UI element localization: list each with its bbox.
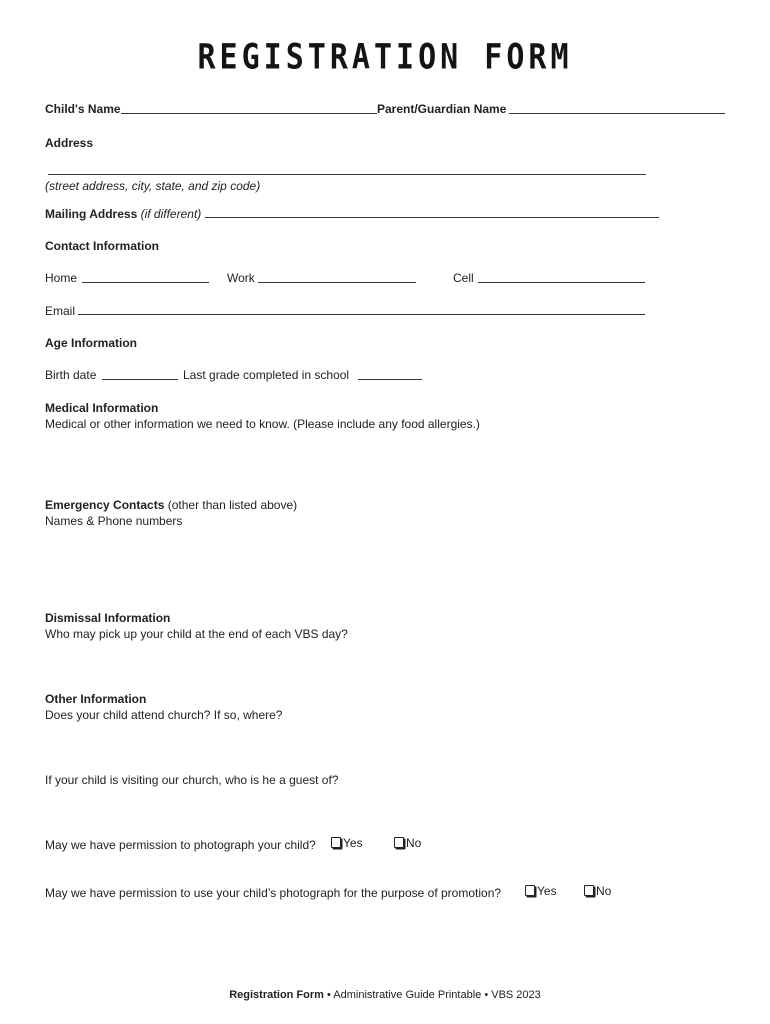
- promo-yes-option[interactable]: [525, 884, 557, 898]
- page-footer: [0, 989, 770, 1001]
- dismissal-text: Who may pick up your child at the end of each VBS day?: [45, 627, 348, 641]
- photo-question: May we have permission to photograph your child?: [45, 838, 316, 852]
- grade-label: Last grade completed in school: [183, 368, 350, 382]
- medical-text: Medical or other information we need to know. (Please include any food allergies.): [45, 417, 480, 431]
- mailing-address-label: [45, 207, 201, 221]
- grade-field[interactable]: [358, 379, 422, 380]
- birth-date-field[interactable]: [102, 379, 178, 380]
- contact-heading: Contact Information: [45, 239, 159, 253]
- checkbox-icon[interactable]: [394, 837, 404, 848]
- yes-label: Yes: [343, 836, 363, 850]
- no-label: No: [596, 884, 612, 898]
- work-phone-field[interactable]: [258, 282, 416, 283]
- home-label: Home: [45, 271, 78, 285]
- parent-name-label: Parent/Guardian Name: [377, 102, 507, 116]
- mailing-address-field[interactable]: [205, 217, 659, 218]
- promo-no-option[interactable]: [584, 884, 611, 898]
- address-label: Address: [45, 136, 94, 150]
- cell-phone-field[interactable]: [478, 282, 645, 283]
- parent-name-field[interactable]: [509, 113, 725, 114]
- checkbox-icon[interactable]: [525, 885, 535, 896]
- email-label: Email: [45, 304, 76, 318]
- address-field[interactable]: [48, 174, 646, 175]
- yes-label: Yes: [537, 884, 557, 898]
- promo-question: May we have permission to use your child’s photograph for the purpose of promotion?: [45, 886, 502, 900]
- guest-question: If your child is visiting our church, who is he a guest of?: [45, 773, 339, 787]
- church-question: Does your child attend church? If so, where?: [45, 708, 283, 722]
- emergency-text: Names & Phone numbers: [45, 514, 183, 528]
- mailing-label: Mailing Address: [45, 207, 138, 221]
- birth-date-label: Birth date: [45, 368, 97, 382]
- emergency-heading-row: [45, 498, 297, 512]
- photo-yes-option[interactable]: [331, 836, 363, 850]
- emergency-heading: Emergency Contacts: [45, 498, 165, 512]
- checkbox-icon[interactable]: [331, 837, 341, 848]
- medical-heading: Medical Information: [45, 401, 159, 415]
- no-label: No: [406, 836, 422, 850]
- footer-title: Registration Form: [229, 989, 324, 1001]
- work-label: Work: [227, 271, 255, 285]
- child-name-label: Child's Name: [45, 102, 121, 116]
- cell-label: Cell: [453, 271, 474, 285]
- email-field[interactable]: [78, 314, 645, 315]
- checkbox-icon[interactable]: [584, 885, 594, 896]
- form-title: REGISTRATION FORM: [197, 37, 573, 78]
- home-phone-field[interactable]: [82, 282, 209, 283]
- address-hint: (street address, city, state, and zip code): [45, 179, 261, 193]
- dismissal-heading: Dismissal Information: [45, 611, 171, 625]
- other-heading: Other Information: [45, 692, 147, 706]
- child-name-field[interactable]: [121, 113, 377, 114]
- footer-rest: • Administrative Guide Printable • VBS 2023: [323, 989, 541, 1001]
- photo-no-option[interactable]: [394, 836, 421, 850]
- mailing-hint: (if different): [140, 207, 202, 221]
- age-heading: Age Information: [45, 336, 137, 350]
- emergency-note: (other than listed above): [167, 498, 298, 512]
